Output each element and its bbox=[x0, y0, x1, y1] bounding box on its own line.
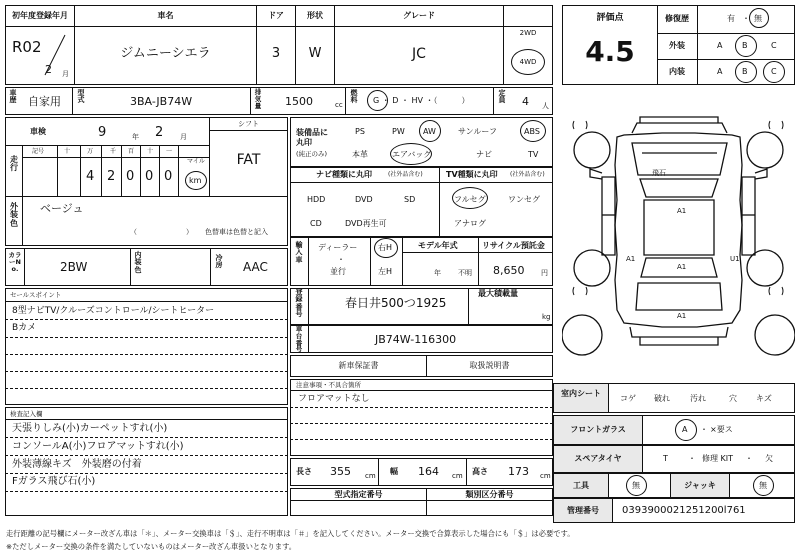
windshield-dot: ・ bbox=[700, 425, 708, 434]
inspector-label: 検査記入欄 bbox=[10, 410, 43, 418]
inspection-hline bbox=[5, 145, 210, 146]
navi-label: ナビ種類に丸印 bbox=[316, 170, 372, 179]
drive-2wd: 2WD bbox=[519, 29, 537, 37]
mileage-col5 bbox=[140, 145, 141, 197]
score: 4.5 bbox=[585, 35, 635, 68]
row2 bbox=[5, 87, 553, 115]
color-vline bbox=[22, 196, 23, 246]
windshield-a: A bbox=[682, 425, 688, 434]
capacity-label: 定員 bbox=[498, 89, 506, 105]
spare-missing: 欠 bbox=[765, 454, 773, 463]
notes-label: 注意事項・不具合箇所 bbox=[296, 381, 361, 389]
diag-mark-roof: A1 bbox=[677, 207, 687, 215]
tv-label: TV種類に丸印 bbox=[446, 170, 498, 179]
mileage-note: 記号 bbox=[32, 148, 45, 155]
import-parallel: 並行 bbox=[330, 267, 346, 276]
disp-divider bbox=[250, 87, 251, 115]
equipment-label: 装備品に丸印 bbox=[296, 128, 328, 148]
mileage-unit-1: 万 bbox=[87, 148, 94, 155]
repair-label: 修復歴 bbox=[665, 14, 689, 23]
mileage-digit-3: 0 bbox=[126, 169, 135, 184]
usage: 自家用 bbox=[28, 95, 61, 108]
mileage-km: km bbox=[189, 176, 202, 185]
tools-value: 無 bbox=[632, 481, 640, 490]
equip-airbag: エアバッグ bbox=[392, 150, 432, 159]
ac-vline bbox=[210, 248, 211, 286]
color-value: ベージュ bbox=[40, 202, 84, 215]
inspection-year-unit: 年 bbox=[132, 133, 139, 141]
ext-grade-c: C bbox=[771, 41, 777, 50]
equip-aw: AW bbox=[423, 127, 436, 136]
fuel-label: 燃料 bbox=[350, 89, 358, 105]
grade: JC bbox=[412, 46, 426, 62]
shift-label-line bbox=[209, 130, 288, 131]
import-label: 輸入車 bbox=[295, 241, 303, 264]
manual: 取扱説明書 bbox=[469, 361, 510, 370]
usage-label: 車歴 bbox=[9, 89, 17, 105]
notes-line0 bbox=[290, 390, 553, 391]
spare-label: スペアタイヤ bbox=[574, 454, 622, 463]
chassis: JB74W-116300 bbox=[375, 333, 457, 346]
ac: AAC bbox=[243, 260, 268, 274]
management-value: 0393900021251200l761 bbox=[622, 505, 746, 516]
import-dealer: ディーラー bbox=[318, 243, 358, 252]
navi-dvd-play: DVD再生可 bbox=[345, 219, 387, 228]
height-label: 高さ bbox=[472, 467, 488, 476]
sales-line-2: Bカメ bbox=[12, 323, 37, 333]
interior-vline bbox=[130, 248, 131, 286]
mileage-unit-2: 千 bbox=[110, 148, 117, 155]
reg-year-label: 初年度登録年月 bbox=[12, 11, 68, 20]
equip-navi: ナビ bbox=[476, 150, 492, 159]
mileage-col6 bbox=[159, 145, 160, 197]
height-unit: cm bbox=[540, 472, 551, 480]
import-hline bbox=[403, 252, 553, 253]
model-year-label: モデル年式 bbox=[418, 241, 458, 250]
diag-mark-side-left: A1 bbox=[626, 255, 636, 263]
inspection-label: 車検 bbox=[30, 127, 46, 136]
diag-mark-rear: A1 bbox=[677, 263, 687, 271]
sales-line2 bbox=[5, 337, 288, 338]
recycle-yen: 円 bbox=[541, 269, 548, 277]
sales-label: セールスポイント bbox=[10, 291, 62, 299]
reg-month: 2 bbox=[45, 63, 52, 76]
diag-mark-stone: 飛石 bbox=[652, 169, 666, 177]
equip-leather: 本革 bbox=[352, 150, 368, 159]
notes-line3 bbox=[290, 439, 553, 440]
inspector-line-3: 外装薄線キズ 外装磨の付着 bbox=[12, 459, 142, 470]
mileage-digit-5: 0 bbox=[164, 169, 173, 184]
spare-t: T bbox=[663, 454, 668, 463]
interior-label: 内装 bbox=[669, 67, 685, 76]
jack-label: ジャッキ bbox=[684, 481, 716, 490]
door-label: ドア bbox=[268, 11, 284, 20]
load-vline bbox=[468, 288, 469, 325]
displacement-label: 排気量 bbox=[254, 88, 262, 110]
mileage-col2 bbox=[80, 145, 81, 197]
ext-grade-a: A bbox=[717, 41, 723, 50]
plate-vline bbox=[308, 288, 309, 325]
navi-cd: CD bbox=[310, 219, 322, 228]
management-label: 管理番号 bbox=[567, 506, 599, 515]
width-label: 幅 bbox=[390, 467, 398, 476]
sales-line5 bbox=[5, 388, 288, 389]
jack-value: 無 bbox=[759, 481, 767, 490]
car-name-label: 車名 bbox=[157, 11, 174, 20]
model: 3BA-JB74W bbox=[130, 95, 193, 108]
import-vline2 bbox=[370, 237, 371, 286]
equip-pw: PW bbox=[392, 127, 405, 136]
tv-oneseg: ワンセグ bbox=[508, 195, 540, 204]
int-grade-c: C bbox=[771, 67, 777, 76]
equip-tv: TV bbox=[528, 150, 539, 159]
footer-line1: 走行距離の記号欄にメーター改ざん車は「＊」、メーター交換車は「＄」、走行不明車は「＃」を記入してください。メーター交換で合算表示した場合にも「＄」は必要です。 bbox=[6, 529, 575, 538]
mileage-col3 bbox=[101, 145, 102, 197]
reg-era: R02 bbox=[12, 38, 42, 56]
int-grade-a: A bbox=[717, 67, 723, 76]
notes-line1 bbox=[290, 407, 553, 408]
mileage-mile: マイル bbox=[187, 158, 205, 165]
import-vline3 bbox=[402, 237, 403, 286]
mileage-hline bbox=[22, 157, 210, 158]
seat-tear: 破れ bbox=[654, 394, 670, 403]
cap-divider bbox=[493, 87, 494, 115]
color-no-vline bbox=[24, 248, 25, 286]
fuel-divider bbox=[345, 87, 346, 115]
color-no: 2BW bbox=[60, 260, 88, 274]
mileage-unit-3: 百 bbox=[128, 148, 135, 155]
tools-label: 工具 bbox=[573, 481, 589, 490]
repair-none: 無 bbox=[754, 14, 762, 23]
notes-line2 bbox=[290, 423, 553, 424]
ac-label: 冷房 bbox=[215, 254, 223, 270]
sales-line4 bbox=[5, 371, 288, 372]
type-no-hline bbox=[290, 500, 553, 501]
spare-kit: 修理 KIT bbox=[702, 454, 734, 463]
equip-abs: ABS bbox=[524, 127, 540, 136]
notes-line-1: フロアマットなし bbox=[298, 394, 370, 404]
mileage-unit-4: 十 bbox=[147, 148, 154, 155]
navi-sd: SD bbox=[404, 195, 416, 204]
int-grade-b: B bbox=[742, 67, 748, 76]
seat-scratch: キズ bbox=[756, 394, 772, 403]
shape: W bbox=[308, 46, 322, 61]
cc: cc bbox=[335, 101, 343, 109]
recycle-label: リサイクル預託金 bbox=[482, 241, 545, 250]
repair-yes: 有 bbox=[727, 14, 735, 23]
tv-sub: (社外品含む) bbox=[510, 171, 545, 178]
mileage-label: 走行 bbox=[10, 155, 18, 173]
insp-line3 bbox=[5, 473, 288, 474]
car-diagram bbox=[562, 105, 795, 375]
max-load-label: 最大積載量 bbox=[478, 289, 518, 298]
mileage-digit-4: 0 bbox=[145, 169, 154, 184]
insp-line4 bbox=[5, 491, 288, 492]
inspector-line-4: Fガラス飛び石(小) bbox=[12, 476, 96, 487]
mileage-col1 bbox=[57, 145, 58, 197]
length-unit: cm bbox=[365, 472, 376, 480]
insp-line0 bbox=[5, 419, 288, 420]
capacity: 4 bbox=[522, 95, 529, 108]
score-label: 評価点 bbox=[596, 13, 624, 23]
navi-sub: (社外品含む) bbox=[388, 171, 423, 178]
exterior-label: 外装 bbox=[669, 41, 685, 50]
seat-hole: 穴 bbox=[729, 394, 737, 403]
grade-label: グレード bbox=[403, 11, 435, 20]
shape-label: 形状 bbox=[307, 11, 323, 20]
mileage-digit-1: 4 bbox=[86, 169, 95, 184]
type-no-label: 型式指定番号 bbox=[334, 490, 383, 499]
equip-ps: PS bbox=[355, 127, 365, 136]
diag-mark-rear2: A1 bbox=[677, 312, 687, 320]
fuel-opts: G ・ D ・ HV ・（ ） bbox=[373, 96, 470, 105]
mileage-vline0 bbox=[22, 145, 23, 197]
mileage-unit-5: 一 bbox=[166, 148, 173, 155]
eval-hline1 bbox=[657, 33, 795, 34]
category-no-label: 類別区分番号 bbox=[465, 490, 514, 499]
mileage-col4 bbox=[121, 145, 122, 197]
recycle: 8,650 bbox=[493, 264, 525, 277]
inspector-line-1: 天張りしみ(小)カーペットすれ(小) bbox=[12, 423, 168, 434]
kg: kg bbox=[542, 313, 551, 321]
model-label: 型式 bbox=[77, 89, 85, 105]
insp-line1 bbox=[5, 437, 288, 438]
width: 164 bbox=[418, 465, 439, 478]
shift: FAT bbox=[236, 152, 261, 168]
import-vline4 bbox=[478, 237, 479, 286]
navi-dvd: DVD bbox=[355, 195, 373, 204]
sales-line0 bbox=[5, 301, 288, 302]
car-name: ジムニーシエラ bbox=[120, 46, 211, 61]
eval-hline2 bbox=[657, 59, 795, 60]
seat-dirt: 汚れ bbox=[690, 394, 706, 403]
shift-label: シフト bbox=[238, 120, 259, 128]
model-year-unknown: 不明 bbox=[458, 269, 472, 277]
ext-grade-b: B bbox=[742, 41, 748, 50]
import-vline1 bbox=[308, 237, 309, 286]
capacity-unit: 人 bbox=[542, 102, 549, 110]
interior-color-label: 内装色 bbox=[134, 251, 142, 274]
sales-line1 bbox=[5, 319, 288, 320]
width-unit: cm bbox=[452, 472, 463, 480]
insp-line2 bbox=[5, 455, 288, 456]
windshield-label: フロントガラス bbox=[570, 425, 626, 434]
import-dot: ・ bbox=[337, 255, 345, 264]
inspector-line-2: コンソールA(小)フロアマットすれ(小) bbox=[12, 441, 184, 452]
plate: 春日井500つ1925 bbox=[345, 296, 447, 310]
color-note: 色替車は色替と記入 bbox=[205, 228, 268, 236]
height: 173 bbox=[508, 465, 529, 478]
mileage-unit-0: 十 bbox=[64, 148, 71, 155]
mileage-col7 bbox=[178, 145, 179, 197]
chassis-vline bbox=[308, 325, 309, 353]
inspection-month-unit: 月 bbox=[180, 133, 187, 141]
equipment-sub: (純正のみ) bbox=[296, 150, 328, 158]
color-label: 外装色 bbox=[10, 202, 18, 228]
diag-mark-side-right: U1 bbox=[730, 255, 740, 263]
inspection-month: 2 bbox=[155, 125, 164, 140]
plate-label: 登録番号 bbox=[295, 288, 303, 319]
inspection-year: 9 bbox=[98, 125, 107, 140]
eval-vline bbox=[697, 5, 698, 85]
warranty: 新車保証書 bbox=[338, 361, 379, 370]
dim-vline1 bbox=[378, 458, 379, 486]
tv-analog: アナログ bbox=[454, 219, 486, 228]
import-left-h: 左H bbox=[378, 267, 393, 276]
reg-month-unit: 月 bbox=[62, 70, 69, 78]
windshield-replace: ×要ス bbox=[710, 425, 733, 434]
length-label: 長さ bbox=[296, 467, 312, 476]
color-no-label: カラーNo. bbox=[8, 251, 22, 273]
doors: 3 bbox=[271, 46, 281, 61]
equip-sunroof: サンルーフ bbox=[458, 127, 497, 136]
seat-label: 室内シート bbox=[561, 389, 601, 398]
sales-line3 bbox=[5, 354, 288, 355]
displacement: 1500 bbox=[285, 95, 313, 108]
tv-fullseg: フルセグ bbox=[454, 195, 486, 204]
repair-dot: ・ bbox=[742, 14, 750, 23]
spare-dot2: ・ bbox=[745, 454, 753, 463]
footer-line2: ※ただしメーター交換の条件を満たしていないものはメーター改ざん車扱いとなります。 bbox=[6, 542, 297, 551]
import-right-h: 右H bbox=[378, 243, 393, 252]
chassis-label: 車台番号 bbox=[295, 325, 303, 354]
color-paren: （ ） bbox=[130, 228, 193, 236]
length: 355 bbox=[330, 465, 351, 478]
spare-dot1: ・ bbox=[688, 454, 696, 463]
model-divider bbox=[72, 87, 73, 115]
sales-line-1: 8型ナビTV/クルーズコントロール/シートヒーター bbox=[12, 306, 215, 316]
model-year-unit: 年 bbox=[434, 269, 441, 277]
mileage-digit-2: 2 bbox=[107, 169, 116, 184]
navi-hdd: HDD bbox=[307, 195, 326, 204]
dim-vline2 bbox=[466, 458, 467, 486]
drive-4wd: 4WD bbox=[519, 58, 537, 66]
seat-burn: コゲ bbox=[620, 394, 636, 403]
